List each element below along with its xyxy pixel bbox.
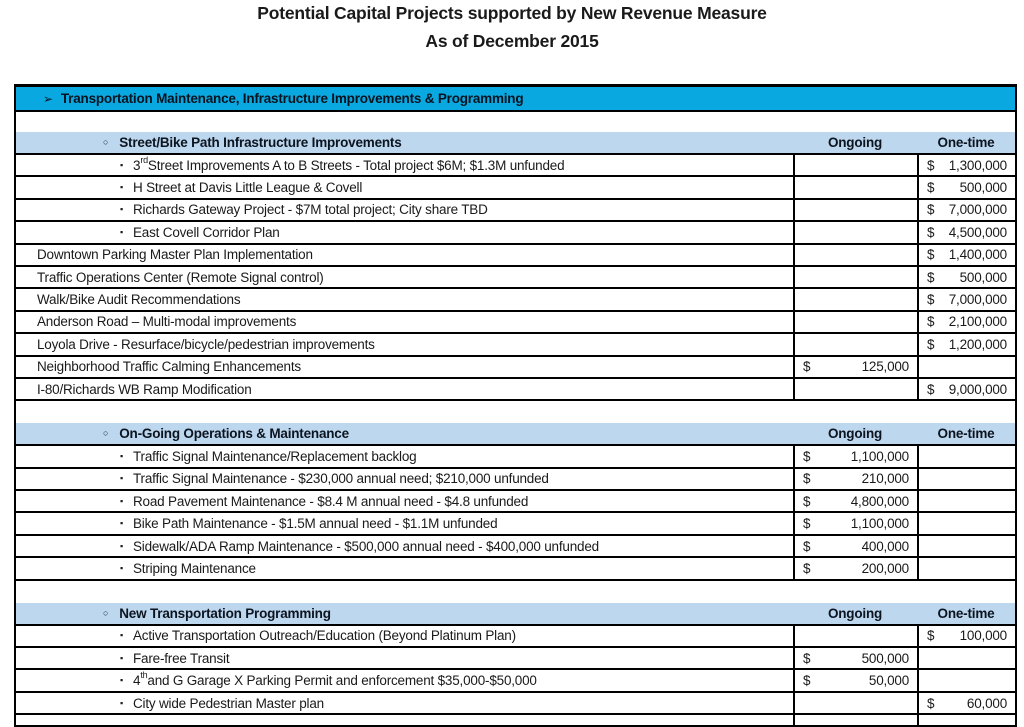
- subsection-title: On-Going Operations & Maintenance: [119, 426, 349, 442]
- project-cell: [16, 558, 793, 578]
- dollar-sign: $: [927, 269, 935, 285]
- project-cell: [16, 626, 793, 646]
- table-row-partial: [16, 715, 1015, 725]
- ongoing-cell: [793, 670, 917, 690]
- project-cell: [16, 245, 793, 265]
- main-section-header: [16, 87, 1015, 112]
- ongoing-cell: [793, 289, 917, 309]
- ongoing-amount: 200,000: [861, 560, 909, 576]
- ongoing-cell: [793, 536, 917, 556]
- dollar-sign: $: [803, 359, 811, 375]
- project-cell: [16, 513, 793, 533]
- onetime-cell: [917, 670, 1015, 690]
- ongoing-cell: [793, 200, 917, 220]
- onetime-cell: [917, 693, 1015, 713]
- project-label: Active Transportation Outreach/Education (Beyond Platinum Plan): [133, 628, 516, 644]
- project-label: East Covell Corridor Plan: [133, 224, 280, 240]
- dollar-sign: $: [927, 314, 935, 330]
- onetime-amount: 2,100,000: [948, 314, 1007, 330]
- square-bullet-icon: ▪: [120, 226, 123, 237]
- subsection-header-row: [16, 603, 1015, 626]
- ongoing-cell: [793, 357, 917, 377]
- table-row: [16, 357, 1015, 379]
- spacer-row: [16, 401, 1015, 423]
- subsection-title-cell: [16, 606, 793, 621]
- project-cell: [16, 222, 793, 242]
- onetime-cell: [917, 357, 1015, 377]
- section: [16, 112, 1015, 401]
- project-label: Fare-free Transit: [133, 650, 230, 666]
- dollar-sign: $: [803, 650, 811, 666]
- project-label: Traffic Signal Maintenance/Replacement backlog: [133, 448, 417, 464]
- onetime-column-header: One-time: [937, 135, 995, 150]
- dollar-sign: $: [927, 224, 935, 240]
- table-row: [16, 469, 1015, 491]
- table-row: [16, 267, 1015, 289]
- project-label: Loyola Drive - Resurface/bicycle/pedestrian improvements: [37, 336, 375, 352]
- spacer-row: [16, 112, 1015, 132]
- ongoing-cell: [793, 155, 917, 175]
- onetime-amount: 1,300,000: [948, 157, 1007, 173]
- onetime-amount: 1,200,000: [948, 336, 1007, 352]
- square-bullet-icon: ▪: [120, 450, 123, 461]
- ordinal-superscript: th: [140, 670, 148, 681]
- ongoing-amount: 50,000: [868, 673, 909, 689]
- subsection-title: Street/Bike Path Infrastructure Improvements: [119, 135, 402, 150]
- onetime-cell: [917, 558, 1015, 578]
- dollar-sign: $: [803, 448, 811, 464]
- onetime-column-header: One-time: [937, 426, 995, 442]
- square-bullet-icon: ▪: [120, 630, 123, 641]
- project-label: Traffic Operations Center (Remote Signal control): [37, 269, 324, 285]
- dollar-sign: $: [803, 560, 811, 576]
- dollar-sign: $: [803, 493, 811, 509]
- onetime-amount: 7,000,000: [948, 292, 1007, 308]
- onetime-cell: [917, 513, 1015, 533]
- onetime-cell: [917, 200, 1015, 220]
- onetime-cell: [917, 715, 1015, 725]
- onetime-cell: [917, 536, 1015, 556]
- ongoing-column-header: Ongoing: [827, 135, 883, 150]
- ongoing-amount: 1,100,000: [850, 448, 909, 464]
- onetime-cell: [917, 379, 1015, 399]
- onetime-amount: 100,000: [959, 628, 1007, 644]
- ongoing-cell: [793, 693, 917, 713]
- project-cell: [16, 289, 793, 309]
- onetime-cell: [917, 245, 1015, 265]
- project-label: Sidewalk/ADA Ramp Maintenance - $500,000 annual need - $400,000 unfunded: [133, 538, 599, 554]
- project-label-prefix: 3: [133, 157, 141, 173]
- spacer-row: [16, 581, 1015, 603]
- square-bullet-icon: ▪: [120, 540, 123, 551]
- onetime-cell: [917, 648, 1015, 668]
- document-title: Potential Capital Projects supported by New Revenue Measure: [257, 3, 767, 23]
- capital-projects-table: [14, 84, 1017, 727]
- circle-bullet-icon: ○: [103, 428, 109, 439]
- project-cell: [16, 312, 793, 332]
- square-bullet-icon: ▪: [120, 182, 123, 193]
- document-subtitle: As of December 2015: [425, 31, 599, 51]
- project-label: Striping Maintenance: [133, 560, 256, 576]
- ongoing-cell: [793, 379, 917, 399]
- table-row: [16, 513, 1015, 535]
- onetime-amount: 1,400,000: [948, 247, 1007, 263]
- project-cell: [16, 715, 793, 725]
- table-row: [16, 334, 1015, 356]
- dollar-sign: $: [927, 180, 935, 196]
- project-cell: [16, 334, 793, 354]
- square-bullet-icon: ▪: [120, 675, 123, 686]
- ongoing-cell: [793, 513, 917, 533]
- dollar-sign: $: [927, 381, 935, 397]
- project-cell: [16, 670, 793, 690]
- onetime-cell: [917, 267, 1015, 287]
- square-bullet-icon: ▪: [120, 562, 123, 573]
- project-label: and G Garage X Parking Permit and enforcement $35,000-$50,000: [147, 673, 537, 689]
- subsection-title-cell: [16, 135, 793, 150]
- ongoing-amount: 400,000: [861, 538, 909, 554]
- onetime-amount: 500,000: [959, 269, 1007, 285]
- square-bullet-icon: ▪: [120, 473, 123, 484]
- subsection-title-cell: [16, 426, 793, 441]
- dollar-sign: $: [927, 628, 935, 644]
- dollar-sign: $: [927, 202, 935, 218]
- ongoing-cell: [793, 177, 917, 197]
- project-cell: [16, 177, 793, 197]
- dollar-sign: $: [803, 516, 811, 532]
- table-row: [16, 155, 1015, 177]
- ongoing-cell: [793, 446, 917, 466]
- onetime-cell: [917, 446, 1015, 466]
- section: [16, 401, 1015, 580]
- table-row: [16, 379, 1015, 401]
- project-label: Downtown Parking Master Plan Implementation: [37, 247, 313, 263]
- table-row: [16, 446, 1015, 468]
- project-cell: [16, 469, 793, 489]
- square-bullet-icon: ▪: [120, 518, 123, 529]
- dollar-sign: $: [927, 695, 935, 711]
- onetime-cell: [917, 312, 1015, 332]
- dollar-sign: $: [803, 673, 811, 689]
- subsection-header-row: [16, 132, 1015, 155]
- onetime-cell: [917, 289, 1015, 309]
- ongoing-amount: 210,000: [861, 471, 909, 487]
- project-cell: [16, 379, 793, 399]
- dollar-sign: $: [927, 157, 935, 173]
- ongoing-cell: [793, 715, 917, 725]
- square-bullet-icon: ▪: [120, 204, 123, 215]
- square-bullet-icon: ▪: [120, 495, 123, 506]
- project-label: Road Pavement Maintenance - $8.4 M annual need - $4.8 unfunded: [133, 493, 529, 509]
- table-row: [16, 693, 1015, 715]
- dollar-sign: $: [927, 336, 935, 352]
- main-section-label: Transportation Maintenance, Infrastructure Improvements & Programming: [60, 91, 524, 106]
- project-label-prefix: 4: [133, 673, 141, 689]
- project-cell: [16, 267, 793, 287]
- square-bullet-icon: ▪: [120, 652, 123, 663]
- table-row: [16, 312, 1015, 334]
- circle-bullet-icon: ○: [103, 137, 109, 147]
- project-cell: [16, 357, 793, 377]
- table-row: [16, 491, 1015, 513]
- onetime-amount: 60,000: [966, 695, 1007, 711]
- onetime-cell: [917, 155, 1015, 175]
- project-label: Street Improvements A to B Streets - Total project $6M; $1.3M unfunded: [147, 157, 565, 173]
- project-label: H Street at Davis Little League & Covell: [133, 180, 363, 196]
- project-cell: [16, 648, 793, 668]
- table-row: [16, 222, 1015, 244]
- ongoing-amount: 4,800,000: [850, 493, 909, 509]
- ongoing-cell: [793, 469, 917, 489]
- ordinal-superscript: rd: [140, 155, 148, 165]
- ongoing-column-header: Ongoing: [827, 426, 883, 442]
- table-row: [16, 536, 1015, 558]
- circle-bullet-icon: ○: [103, 607, 109, 618]
- project-label: Traffic Signal Maintenance - $230,000 annual need; $210,000 unfunded: [133, 471, 549, 487]
- dollar-sign: $: [927, 292, 935, 308]
- project-label: Walk/Bike Audit Recommendations: [37, 292, 241, 308]
- ongoing-amount: 1,100,000: [850, 516, 909, 532]
- ongoing-cell: [793, 245, 917, 265]
- section: [16, 581, 1015, 716]
- table-row: [16, 289, 1015, 311]
- onetime-amount: 500,000: [959, 180, 1007, 196]
- square-bullet-icon: ▪: [120, 697, 123, 708]
- ongoing-cell: [793, 491, 917, 511]
- project-cell: [16, 536, 793, 556]
- dollar-sign: $: [927, 247, 935, 263]
- table-row: [16, 558, 1015, 580]
- onetime-cell: [917, 177, 1015, 197]
- onetime-column-header: One-time: [937, 605, 995, 621]
- ongoing-cell: [793, 334, 917, 354]
- project-cell: [16, 491, 793, 511]
- onetime-cell: [917, 626, 1015, 646]
- project-cell: [16, 446, 793, 466]
- ongoing-cell: [793, 648, 917, 668]
- project-cell: [16, 155, 793, 175]
- project-label: City wide Pedestrian Master plan: [133, 695, 324, 711]
- onetime-amount: 9,000,000: [948, 381, 1007, 397]
- square-bullet-icon: ▪: [120, 159, 123, 170]
- project-cell: [16, 200, 793, 220]
- table-row: [16, 177, 1015, 199]
- onetime-cell: [917, 491, 1015, 511]
- ongoing-amount: 125,000: [861, 359, 909, 375]
- ongoing-cell: [793, 626, 917, 646]
- project-label: Richards Gateway Project - $7M total project; City share TBD: [133, 202, 488, 218]
- ongoing-amount: 500,000: [861, 650, 909, 666]
- table-row: [16, 245, 1015, 267]
- ongoing-cell: [793, 312, 917, 332]
- onetime-cell: [917, 469, 1015, 489]
- table-row: [16, 200, 1015, 222]
- onetime-amount: 4,500,000: [948, 224, 1007, 240]
- table-row: [16, 648, 1015, 670]
- dollar-sign: $: [803, 471, 811, 487]
- project-label: Bike Path Maintenance - $1.5M annual need - $1.1M unfunded: [133, 516, 498, 532]
- onetime-cell: [917, 222, 1015, 242]
- onetime-amount: 7,000,000: [948, 202, 1007, 218]
- dollar-sign: $: [803, 538, 811, 554]
- subsection-title: New Transportation Programming: [119, 605, 331, 621]
- ongoing-cell: [793, 222, 917, 242]
- project-label: Neighborhood Traffic Calming Enhancements: [37, 359, 301, 375]
- ongoing-cell: [793, 267, 917, 287]
- subsection-header-row: [16, 423, 1015, 446]
- project-cell: [16, 693, 793, 713]
- table-row: [16, 626, 1015, 648]
- project-label: I-80/Richards WB Ramp Modification: [37, 381, 252, 397]
- ongoing-column-header: Ongoing: [827, 605, 883, 621]
- table-row: [16, 670, 1015, 692]
- arrowhead-bullet-icon: ➢: [43, 91, 53, 106]
- onetime-cell: [917, 334, 1015, 354]
- project-label: Anderson Road – Multi-modal improvements: [37, 314, 297, 330]
- ongoing-cell: [793, 558, 917, 578]
